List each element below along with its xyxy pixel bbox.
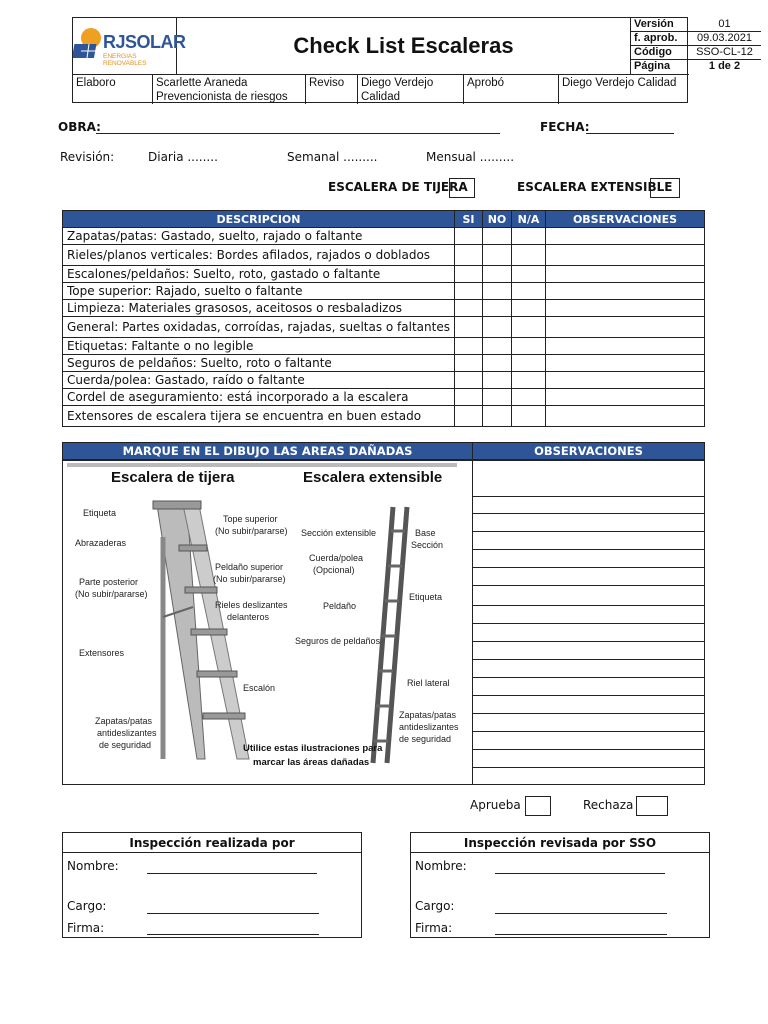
table-row <box>63 389 705 406</box>
observacion-line[interactable] <box>473 549 704 550</box>
callout-label: delanteros <box>227 612 270 622</box>
callout-label: Abrazaderas <box>75 538 127 548</box>
reviso-name: Diego Verdejo <box>361 77 434 89</box>
col-no: NO <box>482 211 511 228</box>
meta-version: Versión 01 <box>631 18 761 32</box>
elaboro-label: Elaboro <box>73 75 153 104</box>
reviso-role: Calidad <box>361 91 400 103</box>
row-description: Seguros de peldaños: Suelto, roto o faltante <box>63 355 455 372</box>
callout-label: (No subir/pararse) <box>215 526 288 536</box>
elaboro-name: Scarlette Araneda <box>156 77 248 89</box>
observacion-cell[interactable] <box>545 300 704 317</box>
logo-subtext: ENERGIAS RENOVABLES <box>103 53 147 67</box>
si-cell[interactable] <box>454 228 482 245</box>
col-si: SI <box>454 211 482 228</box>
table-row <box>63 228 705 245</box>
callout-label: Sección extensible <box>301 528 377 538</box>
diaria-option[interactable]: Diaria ........ <box>148 150 218 164</box>
logo-text: RJSOLAR <box>103 32 186 52</box>
na-cell[interactable] <box>511 228 545 245</box>
na-cell[interactable] <box>511 355 545 372</box>
cargo-label-left: Cargo: <box>67 899 107 913</box>
col-descripcion: DESCRIPCION <box>63 211 455 228</box>
tijera-checkbox[interactable] <box>449 178 475 198</box>
observacion-line[interactable] <box>473 513 704 514</box>
row-description: Rieles/planos verticales: Bordes afilados, rajados o doblados <box>63 245 455 266</box>
observacion-line[interactable] <box>473 659 704 660</box>
na-cell[interactable] <box>511 338 545 355</box>
no-cell[interactable] <box>482 389 511 406</box>
callout-label: Parte posterior <box>79 577 139 587</box>
na-cell[interactable] <box>511 317 545 338</box>
ladder-illustration-area[interactable] <box>62 460 473 785</box>
row-description: Extensores de escalera tijera se encuentra en buen estado <box>63 406 455 427</box>
revision-label: Revisión: <box>60 150 115 164</box>
inspection-done-box <box>62 832 362 938</box>
observaciones-lines[interactable] <box>473 460 705 785</box>
observacion-line[interactable] <box>473 641 704 642</box>
table-row <box>63 245 705 266</box>
callout-label: antideslizantes <box>97 728 157 738</box>
tijera-title: Escalera de tijera <box>111 469 235 486</box>
table-row <box>63 355 705 372</box>
observacion-line[interactable] <box>473 496 704 497</box>
col-observaciones: OBSERVACIONES <box>545 211 704 228</box>
table-row <box>63 300 705 317</box>
observacion-line[interactable] <box>473 531 704 532</box>
meta-block <box>631 18 753 74</box>
no-cell[interactable] <box>482 266 511 283</box>
nombre-input-left[interactable] <box>147 873 317 874</box>
no-cell[interactable] <box>482 300 511 317</box>
semanal-option[interactable]: Semanal ......... <box>287 150 378 164</box>
si-cell[interactable] <box>454 300 482 317</box>
no-cell[interactable] <box>482 245 511 266</box>
extensible-checkbox[interactable] <box>650 178 680 198</box>
observacion-line[interactable] <box>473 731 704 732</box>
callout-label: Seguros de peldaños <box>295 636 381 646</box>
mensual-option[interactable]: Mensual ......... <box>426 150 515 164</box>
inspection-done-title: Inspección realizada por <box>63 833 361 853</box>
row-description: Cordel de aseguramiento: está incorporado a la escalera <box>63 389 455 406</box>
si-cell[interactable] <box>454 355 482 372</box>
observacion-cell[interactable] <box>545 245 704 266</box>
drawing-observaciones-bar: OBSERVACIONES <box>473 442 705 460</box>
observacion-line[interactable] <box>473 567 704 568</box>
document-header <box>72 17 753 103</box>
observacion-line[interactable] <box>473 695 704 696</box>
cargo-input-left[interactable] <box>147 913 319 914</box>
rechaza-checkbox[interactable] <box>636 796 668 816</box>
observacion-line[interactable] <box>473 677 704 678</box>
cargo-label-right: Cargo: <box>415 899 455 913</box>
table-row <box>63 283 705 300</box>
observacion-cell[interactable] <box>545 228 704 245</box>
firma-input-left[interactable] <box>147 934 319 935</box>
fecha-label: FECHA: <box>540 120 590 134</box>
firma-label-left: Firma: <box>67 921 105 935</box>
no-cell[interactable] <box>482 228 511 245</box>
si-cell[interactable] <box>454 389 482 406</box>
callout-label: Tope superior <box>223 514 278 524</box>
callout-label: Riel lateral <box>407 678 450 688</box>
row-description: General: Partes oxidadas, corroídas, rajadas, sueltas o faltantes <box>63 317 455 338</box>
no-cell[interactable] <box>482 338 511 355</box>
si-cell[interactable] <box>454 338 482 355</box>
col-na: N/A <box>511 211 545 228</box>
no-cell[interactable] <box>482 406 511 427</box>
callout-label: Cuerda/polea <box>309 553 364 563</box>
note-line-1: Utilice estas ilustraciones para <box>243 743 383 754</box>
callout-label: Rieles deslizantes <box>215 600 288 610</box>
si-cell[interactable] <box>454 317 482 338</box>
meta-code: Código SSO-CL-12 <box>631 46 761 60</box>
si-cell[interactable] <box>454 245 482 266</box>
fecha-input[interactable] <box>586 133 674 134</box>
callout-label: (No subir/pararse) <box>75 589 148 599</box>
tijera-label: ESCALERA DE TIJERA <box>328 180 468 194</box>
callout-label: de seguridad <box>399 734 452 744</box>
reviso-label: Reviso <box>306 75 358 104</box>
inspection-reviewed-box <box>410 832 710 938</box>
observacion-line[interactable] <box>473 605 704 606</box>
row-description: Escalones/peldaños: Suelto, roto, gastado o faltante <box>63 266 455 283</box>
meta-page: Página 1 de 2 <box>631 60 761 74</box>
callout-label: Base <box>415 528 436 538</box>
aprobo-name: Diego Verdejo Calidad <box>562 77 677 89</box>
divider <box>67 463 457 467</box>
nombre-input-right[interactable] <box>495 873 665 874</box>
observacion-cell[interactable] <box>545 338 704 355</box>
si-cell[interactable] <box>454 266 482 283</box>
observacion-cell[interactable] <box>545 406 704 427</box>
aprueba-label: Aprueba <box>470 798 521 812</box>
table-row <box>63 372 705 389</box>
callout-label: Zapatas/patas <box>399 710 457 720</box>
callout-label: Etiqueta <box>409 592 443 602</box>
obra-label: OBRA: <box>58 120 101 134</box>
na-cell[interactable] <box>511 283 545 300</box>
table-row <box>63 317 705 338</box>
observacion-line[interactable] <box>473 623 704 624</box>
drawing-bar: MARQUE EN EL DIBUJO LAS AREAS DAÑADAS <box>62 442 473 460</box>
observacion-cell[interactable] <box>545 266 704 283</box>
row-description: Cuerda/polea: Gastado, raído o faltante <box>63 372 455 389</box>
callout-label: Zapatas/patas <box>95 716 153 726</box>
callout-label: Extensores <box>79 648 125 658</box>
callout-label: antideslizantes <box>399 722 459 732</box>
row-description: Etiquetas: Faltante o no legible <box>63 338 455 355</box>
observacion-cell[interactable] <box>545 372 704 389</box>
observacion-cell[interactable] <box>545 283 704 300</box>
obra-input[interactable] <box>96 133 500 134</box>
observacion-cell[interactable] <box>545 389 704 406</box>
observacion-line[interactable] <box>473 713 704 714</box>
inspection-reviewed-title: Inspección revisada por SSO <box>411 833 709 853</box>
callout-label: (Opcional) <box>313 565 355 575</box>
elaboro-role: Prevencionista de riesgos <box>156 91 288 103</box>
na-cell[interactable] <box>511 300 545 317</box>
extensible-title: Escalera extensible <box>303 469 443 486</box>
row-description: Zapatas/patas: Gastado, suelto, rajado o faltante <box>63 228 455 245</box>
observacion-line[interactable] <box>473 749 704 750</box>
nombre-label-right: Nombre: <box>415 859 467 873</box>
observacion-line[interactable] <box>473 585 704 586</box>
callout-label: Etiqueta <box>83 508 117 518</box>
observacion-cell[interactable] <box>545 355 704 372</box>
company-logo <box>73 18 186 74</box>
table-row <box>63 406 705 427</box>
observacion-cell[interactable] <box>545 317 704 338</box>
si-cell[interactable] <box>454 283 482 300</box>
aprueba-checkbox[interactable] <box>525 796 551 816</box>
si-cell[interactable] <box>454 406 482 427</box>
no-cell[interactable] <box>482 372 511 389</box>
callout-label: (No subir/pararse) <box>213 574 286 584</box>
callout-label: de seguridad <box>99 740 152 750</box>
nombre-label-left: Nombre: <box>67 859 119 873</box>
callout-label: Peldaño <box>323 601 357 611</box>
extensible-label: ESCALERA EXTENSIBLE <box>517 180 673 194</box>
rechaza-label: Rechaza <box>583 798 634 812</box>
cargo-input-right[interactable] <box>495 913 667 914</box>
no-cell[interactable] <box>482 317 511 338</box>
na-cell[interactable] <box>511 406 545 427</box>
meta-approval-date: f. aprob. 09.03.2021 <box>631 32 761 46</box>
firma-label-right: Firma: <box>415 921 453 935</box>
callout-label: Peldaño superior <box>215 562 284 572</box>
table-header-row <box>63 211 705 228</box>
callout-label: Sección <box>411 540 444 550</box>
note-line-2: marcar las áreas dañadas <box>253 757 370 768</box>
na-cell[interactable] <box>511 266 545 283</box>
table-row <box>63 338 705 355</box>
na-cell[interactable] <box>511 245 545 266</box>
na-cell[interactable] <box>511 372 545 389</box>
no-cell[interactable] <box>482 355 511 372</box>
table-row <box>63 266 705 283</box>
elaboro-cell <box>153 75 306 104</box>
row-description: Tope superior: Rajado, suelto o faltante <box>63 283 455 300</box>
na-cell[interactable] <box>511 389 545 406</box>
no-cell[interactable] <box>482 283 511 300</box>
step-ladder-icon <box>143 497 253 767</box>
si-cell[interactable] <box>454 372 482 389</box>
document-title: Check List Escaleras <box>177 18 631 74</box>
checklist-table <box>62 210 705 427</box>
firma-input-right[interactable] <box>495 934 667 935</box>
callout-label: Escalón <box>243 683 276 693</box>
approval-row <box>73 74 689 104</box>
observacion-line[interactable] <box>473 767 704 768</box>
reviso-cell <box>358 75 464 104</box>
aprobo-label: Aprobó <box>464 75 559 104</box>
row-description: Limpieza: Materiales grasosos, aceitosos o resbaladizos <box>63 300 455 317</box>
